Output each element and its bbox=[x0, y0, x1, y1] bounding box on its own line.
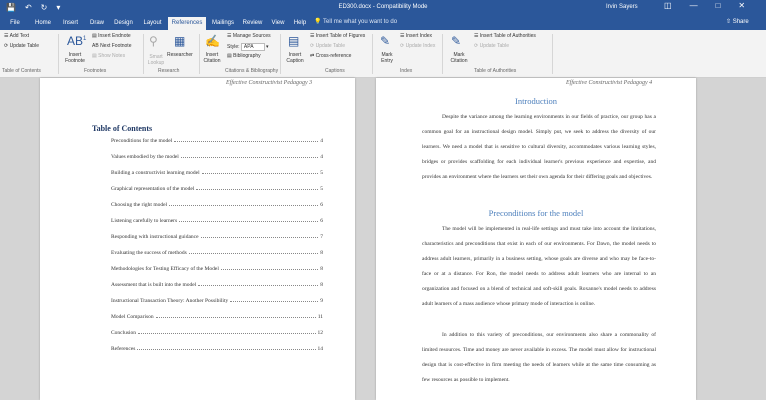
table-of-figures-icon: ☰ bbox=[310, 33, 315, 39]
toc-entry-label: Model Comparison bbox=[111, 314, 154, 320]
tab-file[interactable]: File bbox=[10, 20, 20, 26]
toc-entry[interactable] bbox=[111, 198, 323, 208]
update-table-button[interactable] bbox=[4, 43, 39, 49]
style-dropdown[interactable] bbox=[227, 43, 268, 51]
tab-design[interactable]: Design bbox=[114, 20, 133, 26]
ribbon-separator bbox=[143, 34, 144, 74]
tab-insert[interactable]: Insert bbox=[62, 20, 78, 26]
add-text-label: Add Text bbox=[9, 33, 29, 39]
update-table-label: Update Table bbox=[9, 43, 39, 49]
group-table-of-contents: Table of Contents bbox=[2, 68, 41, 74]
smart-lookup-icon[interactable]: ⚲ bbox=[149, 34, 158, 48]
tab-help[interactable]: Help bbox=[293, 20, 307, 26]
window-controls bbox=[664, 1, 745, 10]
heading-introduction: Introduction bbox=[514, 96, 558, 106]
style-label: Style: bbox=[227, 44, 240, 50]
insert-caption-icon[interactable]: ▤ bbox=[288, 34, 300, 48]
ribbon bbox=[0, 30, 766, 78]
toc-entry-label: Graphical representation of the model bbox=[111, 186, 195, 192]
toc-title: Table of Contents bbox=[92, 124, 153, 133]
toc-leader-dots bbox=[169, 205, 318, 206]
researcher-icon[interactable]: ▦ bbox=[174, 34, 186, 48]
document-page-left[interactable] bbox=[40, 78, 355, 400]
toc-entry-label: Evaluating the success of methods bbox=[111, 250, 187, 256]
insert-footnote-button[interactable]: Insert Footnote bbox=[65, 52, 85, 64]
cross-reference-label: Cross-reference bbox=[315, 53, 352, 59]
toc-entry-label: Building a constructivist learning model bbox=[111, 170, 200, 176]
tab-draw[interactable]: Draw bbox=[89, 20, 104, 26]
group-captions: Captions bbox=[325, 68, 345, 74]
toc-leader-dots bbox=[156, 317, 316, 318]
toc-leader-dots bbox=[198, 285, 318, 286]
insert-footnote-icon[interactable]: $AB^1$ bbox=[67, 34, 87, 48]
tell-me-text: Tell me what you want to do bbox=[323, 19, 398, 25]
tab-view[interactable]: View bbox=[271, 20, 285, 26]
show-notes-label: Show Notes bbox=[98, 53, 126, 59]
page-header-right: Effective Constructivist Pedagogy 4 bbox=[566, 80, 653, 86]
ribbon-tabs bbox=[0, 16, 766, 30]
mark-entry-icon[interactable]: ✎ bbox=[380, 34, 391, 48]
toc-entry-label: Methodologies for Testing Efficacy of the Model bbox=[111, 266, 219, 272]
window-title: ED300.docx - Compatibility Mode bbox=[338, 4, 428, 10]
tab-home[interactable]: Home bbox=[34, 20, 51, 26]
update-table-authorities-button[interactable] bbox=[474, 43, 509, 49]
ribbon-separator bbox=[372, 34, 373, 74]
toc-leader-dots bbox=[181, 157, 318, 158]
mark-entry-button[interactable]: Mark Entry bbox=[381, 52, 393, 64]
ribbon-separator bbox=[58, 34, 59, 74]
toc-entry[interactable] bbox=[111, 166, 323, 176]
ribbon-separator bbox=[442, 34, 443, 74]
toc-entry[interactable] bbox=[111, 294, 323, 304]
redo-icon[interactable]: ↻ bbox=[40, 3, 48, 12]
document-page-right[interactable] bbox=[376, 78, 696, 400]
toc-leader-dots bbox=[221, 269, 318, 270]
tell-me-search[interactable] bbox=[314, 18, 397, 25]
toc-entry[interactable] bbox=[111, 262, 323, 272]
toc-entry-label: Choosing the right model bbox=[111, 202, 168, 208]
toc-entry-page: 8 bbox=[320, 282, 323, 288]
toc-entry[interactable] bbox=[111, 342, 323, 352]
next-footnote-label: Next Footnote bbox=[100, 43, 132, 49]
authorities-icon: ☰ bbox=[474, 33, 479, 39]
undo-icon[interactable]: ↶ bbox=[24, 3, 32, 12]
group-table-of-authorities: Table of Authorities bbox=[474, 68, 517, 74]
tab-layout[interactable]: Layout bbox=[143, 20, 162, 26]
add-text-icon: ☰ bbox=[4, 33, 9, 39]
toc-entry-page: 6 bbox=[320, 202, 323, 208]
save-icon[interactable]: 💾 bbox=[6, 3, 16, 12]
insert-caption-button[interactable]: Insert Caption bbox=[286, 52, 304, 64]
user-name[interactable]: Irvin Sayers bbox=[606, 4, 638, 10]
update-index-button[interactable] bbox=[400, 43, 435, 49]
maximize-icon[interactable]: □ bbox=[715, 1, 721, 10]
bibliography-button[interactable] bbox=[227, 53, 261, 59]
paragraph-preconditions: The model will be implemented in real-life settings and must take into account the limitations, characteristics and preconditions that exist in each of our environments. For Dawn, the model needs to address adult learners, primarily in a business setting, whose goals are diverse and who may be face-to-face or at a distance. For Ron, the model needs to address adult learners who are internal to an organization and focused on a blend of technical and soft-skill goals. Roxanne's model needs to address adult learners of a mass audience whose primary mode of interaction is online. bbox=[422, 226, 656, 307]
cross-reference-button[interactable] bbox=[310, 53, 351, 59]
insert-index-button[interactable] bbox=[400, 33, 432, 39]
share-label: Share bbox=[732, 19, 749, 25]
heading-preconditions: Preconditions for the model bbox=[488, 208, 584, 218]
toc-entry[interactable] bbox=[111, 230, 323, 240]
tab-mailings[interactable]: Mailings bbox=[211, 20, 234, 26]
update-table-authorities-label: Update Table bbox=[479, 43, 509, 49]
toc-entry[interactable] bbox=[111, 134, 323, 144]
insert-endnote-button[interactable] bbox=[92, 33, 131, 39]
toc-entry-page: 11 bbox=[317, 314, 323, 320]
toc-entry-label: Values embodied by the model bbox=[111, 154, 179, 160]
title-bar bbox=[0, 0, 766, 16]
toc-entry-page: 9 bbox=[320, 298, 323, 304]
group-research: Research bbox=[158, 68, 180, 74]
toc-leader-dots bbox=[179, 221, 318, 222]
index-icon: ☰ bbox=[400, 33, 405, 39]
close-icon[interactable]: ✕ bbox=[738, 1, 746, 10]
minimize-icon[interactable]: — bbox=[689, 1, 698, 10]
mark-citation-icon[interactable]: ✎ bbox=[451, 34, 462, 48]
toc-entry-page: 5 bbox=[320, 170, 323, 176]
toc-entry-label: Responding with instructional guidance bbox=[111, 234, 199, 240]
toc-leader-dots bbox=[196, 189, 318, 190]
share-icon: ⇧ bbox=[726, 19, 732, 25]
insert-table-of-figures-label: Insert Table of Figures bbox=[315, 33, 366, 39]
toc-entry[interactable] bbox=[111, 182, 323, 192]
paragraph-resources: In addition to this variety of preconditions, our environments also share a commonality of limited resources. Time and money are never available in excess. The model must allow for instructional design that is cost-effective in firm meeting the needs of learners while at the same time consuming as few resources as possible to implement. bbox=[422, 332, 656, 383]
toc-leader-dots bbox=[138, 333, 315, 334]
next-footnote-icon: AB bbox=[92, 43, 99, 49]
toc-entry-label: References bbox=[111, 346, 136, 352]
refresh-icon: ⟳ bbox=[400, 43, 405, 49]
insert-citation-icon[interactable]: ✍ bbox=[205, 34, 220, 48]
insert-index-label: Insert Index bbox=[405, 33, 433, 39]
toc-entry-page: 4 bbox=[320, 154, 323, 160]
toc-entry-page: 14 bbox=[317, 346, 323, 352]
update-index-label: Update Index bbox=[405, 43, 436, 49]
toc-leader-dots bbox=[230, 301, 318, 302]
group-citations-bibliography: Citations & Bibliography bbox=[225, 68, 279, 74]
manage-sources-icon: ☰ bbox=[227, 33, 232, 39]
smart-lookup-button[interactable]: Smart Lookup bbox=[147, 54, 165, 66]
insert-endnote-label: Insert Endnote bbox=[98, 33, 131, 39]
toc-entry-label: Instructional Transaction Theory: Another Possibility bbox=[111, 298, 229, 304]
toc-entry-label: Conclusion bbox=[111, 330, 137, 336]
group-index: Index bbox=[400, 68, 413, 74]
toc-entry-label: Listening carefully to learners bbox=[111, 218, 178, 224]
page-header-left: Effective Constructivist Pedagogy 3 bbox=[226, 80, 313, 86]
restore-icon[interactable]: ◫ bbox=[664, 1, 672, 10]
tab-review[interactable]: Review bbox=[242, 20, 263, 26]
toc-entry-page: 12 bbox=[317, 330, 323, 336]
toc-entry-page: 8 bbox=[320, 250, 323, 256]
style-value: APA bbox=[241, 43, 265, 51]
chevron-down-icon: ▾ bbox=[265, 44, 269, 50]
toc-leader-dots bbox=[201, 237, 319, 238]
lightbulb-icon: 💡 bbox=[314, 19, 322, 25]
refresh-icon: ⟳ bbox=[4, 43, 9, 49]
toc-entry[interactable] bbox=[111, 150, 323, 160]
mark-citation-button[interactable]: Mark Citation bbox=[450, 52, 468, 64]
toc-leader-dots bbox=[137, 349, 315, 350]
toc-entry[interactable] bbox=[111, 326, 323, 336]
refresh-icon: ⟳ bbox=[310, 43, 315, 49]
show-notes-icon: ▤ bbox=[92, 53, 97, 59]
insert-table-of-authorities-label: Insert Table of Authorities bbox=[479, 33, 536, 39]
toc-entry-page: 4 bbox=[320, 138, 323, 144]
toc-entry-page: 8 bbox=[320, 266, 323, 272]
bibliography-label: Bibliography bbox=[233, 53, 261, 59]
toc-entry-page: 5 bbox=[320, 186, 323, 192]
paragraph-introduction: Despite the variance among the learning environments in our fields of practice, our group has a common goal for an instructional design model. Simply put, we seek to address the diversity of our learners. We need a model that is sensitive to cultural diversity, accommodates various learning styles, bridges or provides scaffolding for each individual learner's previous experience and expertise, and provides an environment where the learners set their own agenda for their differing goals and objectives. bbox=[422, 114, 656, 180]
manage-sources-label: Manage Sources bbox=[232, 33, 271, 39]
ribbon-separator bbox=[552, 34, 553, 74]
toc-entry-label: Assessment that is built into the model bbox=[111, 282, 197, 288]
insert-table-of-figures-button[interactable] bbox=[310, 33, 365, 39]
refresh-icon: ⟳ bbox=[474, 43, 479, 49]
update-table-figures-button[interactable] bbox=[310, 43, 345, 49]
tab-references[interactable]: References bbox=[168, 17, 206, 30]
toc-entry-label: Preconditions for the model bbox=[111, 138, 173, 144]
toc-leader-dots bbox=[202, 173, 319, 174]
toc-entry-page: 6 bbox=[320, 218, 323, 224]
toc-entry[interactable] bbox=[111, 310, 323, 320]
toc-leader-dots bbox=[189, 253, 318, 254]
group-footnotes: Footnotes bbox=[84, 68, 107, 74]
toc-entry[interactable] bbox=[111, 246, 323, 256]
add-text-button[interactable] bbox=[4, 33, 29, 39]
toc-leader-dots bbox=[174, 141, 318, 142]
insert-citation-button[interactable]: Insert Citation bbox=[203, 52, 221, 64]
next-footnote-button[interactable] bbox=[92, 43, 131, 49]
bibliography-icon: ▤ bbox=[227, 53, 232, 59]
ribbon-separator bbox=[280, 34, 281, 74]
toc-entry[interactable] bbox=[111, 214, 323, 224]
show-notes-button[interactable] bbox=[92, 53, 125, 59]
endnote-icon: ▤ bbox=[92, 33, 97, 39]
toc-entry[interactable] bbox=[111, 278, 323, 288]
insert-table-of-authorities-button[interactable] bbox=[474, 33, 536, 39]
cross-reference-icon: ⇄ bbox=[310, 53, 315, 59]
toc-entry-page: 7 bbox=[320, 234, 323, 240]
update-table-figures-label: Update Table bbox=[315, 43, 345, 49]
share-button[interactable] bbox=[726, 18, 749, 25]
customize-icon[interactable]: ▾ bbox=[56, 3, 61, 12]
manage-sources-button[interactable] bbox=[227, 33, 271, 39]
researcher-button[interactable]: Researcher bbox=[167, 52, 193, 58]
